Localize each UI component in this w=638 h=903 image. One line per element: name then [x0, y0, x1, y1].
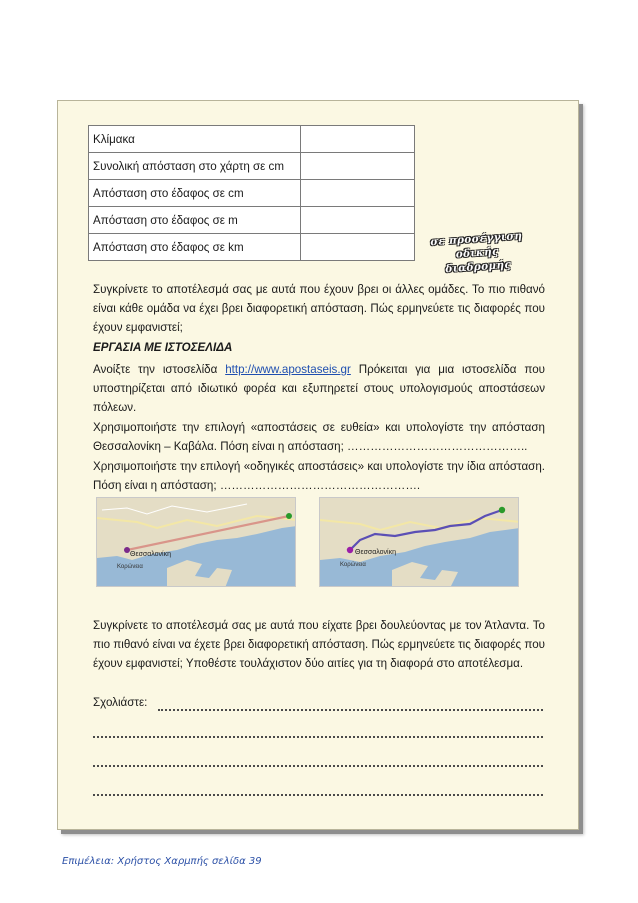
- answer-line[interactable]: [158, 695, 543, 711]
- row-label: Απόσταση στο έδαφος σε km: [89, 234, 301, 261]
- measurement-table: [88, 125, 415, 261]
- row-label: Συνολική απόσταση στο χάρτη σε cm: [89, 153, 301, 180]
- website-intro-paragraph: [93, 360, 545, 417]
- row-value-cell[interactable]: [301, 126, 415, 153]
- driving-route-map: [319, 497, 519, 587]
- page-footer: Επιμέλεια: Χρήστος Χαρμπής σελίδα 39: [62, 856, 262, 867]
- stamp-line-1: σε προσέγγιση: [429, 229, 523, 249]
- straight-line-map: [96, 497, 296, 587]
- map-town-label: Κορώνεια: [117, 564, 143, 570]
- row-value-cell[interactable]: [301, 153, 415, 180]
- website-intro-suffix: Πρόκειται για μια ιστοσελίδα που υποστηρίζεται από ιδιωτικό φορέα και εξυπηρετεί στους υπολογισμούς αποστάσεων πόλεων.: [93, 363, 545, 414]
- table-row: [89, 153, 415, 180]
- row-value-cell[interactable]: [301, 234, 415, 261]
- compare-results-paragraph: Συγκρίνετε το αποτέλεσμά σας με αυτά που έχουν βρει οι άλλες ομάδες. Το πιο πιθανό είναι κάθε ομάδα να έχει βρει διαφορετική απόσταση. Πώς ερμηνεύετε τις διαφορές που έχουν εμφανιστεί;: [93, 283, 545, 334]
- row-label: Κλίμακα: [89, 126, 301, 153]
- straight-distance-task: Χρησιμοποιήστε την επιλογή «αποστάσεις σε ευθεία» και υπολογίστε την απόσταση Θεσσαλονίκη – Καβάλα. Πόση είναι η απόσταση; ………………………………………..: [93, 421, 545, 453]
- row-value-cell[interactable]: [301, 207, 415, 234]
- row-label: Απόσταση στο έδαφος σε m: [89, 207, 301, 234]
- answer-line[interactable]: [93, 780, 543, 796]
- stamp-line-2: οδικής διαδρομής: [445, 245, 512, 276]
- map-town-label: Κορώνεια: [340, 562, 366, 568]
- table-row: [89, 180, 415, 207]
- table-row: [89, 207, 415, 234]
- row-value-cell[interactable]: [301, 180, 415, 207]
- answer-line[interactable]: [93, 751, 543, 767]
- driving-distance-task: Χρησιμοποιήστε την επιλογή «οδηγικές αποστάσεις» και υπολογίστε την ίδια απόσταση. Πόση είναι η απόσταση; …………………………………………….: [93, 460, 545, 492]
- table-row: [89, 234, 415, 261]
- map-city-label: Θεσσαλονίκη: [355, 549, 396, 556]
- map-city-label: Θεσσαλονίκη: [130, 551, 171, 558]
- answer-line[interactable]: [93, 722, 543, 738]
- row-label: Απόσταση στο έδαφος σε cm: [89, 180, 301, 207]
- website-intro-prefix: Ανοίξτε την ιστοσελίδα: [93, 363, 226, 376]
- road-approximation-stamp: [420, 228, 534, 276]
- website-task-heading: ΕΡΓΑΣΙΑ ΜΕ ΙΣΤΟΣΕΛΙΔΑ: [93, 341, 233, 354]
- table-row: [89, 126, 415, 153]
- comments-label: Σχολιάστε:: [93, 696, 148, 709]
- apostaseis-link[interactable]: http://www.apostaseis.gr: [225, 363, 351, 376]
- compare-atlas-paragraph: Συγκρίνετε το αποτέλεσμά σας με αυτά που είχατε βρει δουλεύοντας με τον Άτλαντα. Το πιο πιθανό είναι να έχετε βρει διαφορετική απόσταση. Πώς ερμηνεύετε τις διαφορές που έχουν εμφανιστεί; Υποθέστε τουλάχιστον δύο αιτίες για τη διαφορά στο αποτέλεσμα.: [93, 619, 545, 670]
